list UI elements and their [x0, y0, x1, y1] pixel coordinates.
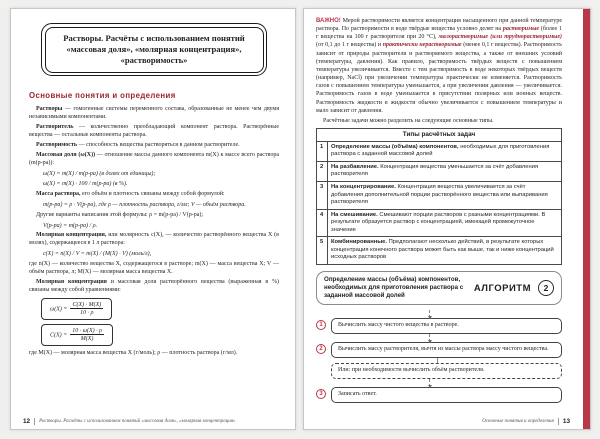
table-header-row	[317, 128, 562, 141]
fraction	[70, 302, 103, 316]
chapter-edge-tab	[583, 9, 590, 429]
row-text	[328, 182, 562, 210]
footer-divider	[34, 418, 35, 425]
row-lead: На смешивание.	[331, 211, 378, 218]
formula-box-molar-concentration	[41, 324, 113, 346]
algorithm-step	[316, 342, 562, 379]
definition-paragraph	[29, 350, 279, 358]
footer-running-title: Растворы. Расчёты с использованием понятий «массовая доля», «молярная концентрация»	[39, 419, 236, 424]
paragraph-text: его объём и плотность связаны между собой формулой:	[80, 191, 225, 197]
step-box: Вычислить массу чистого вещества в растворе.	[331, 318, 562, 334]
row-text	[328, 161, 562, 181]
paragraph-text: — способность вещества растворяться в данном растворителе.	[77, 141, 240, 148]
formula-solution-mass: m(р-ра) = ρ · V(р-ра), где ρ — плотность раствора, г/мл; V — объём раствора.	[43, 201, 246, 208]
footer-divider	[558, 418, 559, 425]
row-lead: Комбинированные.	[331, 239, 388, 246]
task-types-table	[316, 128, 562, 265]
row-lead: Определение массы (объёма) компонентов,	[331, 143, 459, 150]
important-note	[316, 17, 562, 115]
definition-paragraph	[29, 142, 279, 150]
page-number: 12	[23, 418, 31, 425]
term-label: Растворимость	[36, 141, 78, 148]
paragraph-text: Другие варианты написания этой формулы: ρ = m(р-ра) / V(р-ра);	[36, 211, 204, 218]
formula-molarity: c(X) = n(X) / V = m(X) / (M(X) · V) (моль/л),	[43, 251, 152, 258]
term-label: Молярная концентрация,	[36, 232, 107, 239]
term-label: Растворитель	[36, 123, 74, 130]
step-content	[331, 387, 562, 403]
table-row	[317, 209, 562, 237]
important-label: ВАЖНО!	[316, 18, 341, 24]
row-rest: Концентрация вещества уменьшается за счёт добавления растворителя	[331, 163, 539, 178]
row-number: 2	[317, 161, 328, 181]
paragraph-text: — гомогенные системы переменного состава, образованные не менее чем двумя независимыми компонентами.	[29, 106, 279, 120]
paragraph-text: где n(X) — количество вещества X, содержащегося в растворе; m(X) — масса вещества X; V — объём раствора, л; M(X) — молярная масса вещества X.	[29, 260, 279, 275]
definition-paragraph	[29, 212, 279, 220]
text-segment: Мерой растворимости является концентрация насыщенного при данной температуре раствора. По растворимости в воде твёрдые вещества условно делят на	[316, 18, 563, 33]
formula-mass-fraction-percent: ω(X) = m(X) · 100 / m(р-ра) (в %).	[43, 181, 128, 188]
paragraph-text: и массовая доля растворённого вещества (выраженная в %) связаны между собой уравнениями:	[29, 278, 279, 293]
text-segment: (более 1 г вещества на 100 г растворителя при 20 °C),	[316, 26, 563, 41]
row-rest: Смешивают порции растворов с разными концентрациями. В результате образуется раствор с концентрацией, имеющей промежуточное значение	[331, 211, 546, 233]
row-rest: Концентрация вещества увеличивается за счёт добавления дополнительной порции растворённого вещества или выпаривания растворителя	[331, 184, 548, 206]
paragraph-text: где M(X) — молярная масса вещества X (г/моль); ρ — плотность раствора (г/мл).	[29, 349, 238, 356]
row-number: 5	[317, 237, 328, 265]
formula-solution-volume: V(р-ра) = m(р-ра) / ρ.	[43, 222, 98, 229]
definition-paragraph	[29, 152, 279, 168]
row-text	[328, 209, 562, 237]
definition-paragraph	[29, 261, 279, 277]
definition-paragraph	[29, 106, 279, 122]
term-label: Молярная концентрация	[36, 278, 107, 285]
row-lead: На разбавление.	[331, 163, 379, 170]
step-number-badge: 1	[316, 320, 326, 330]
algorithm-step	[316, 387, 562, 403]
formula-box-mass-fraction	[41, 298, 112, 320]
table-row	[317, 237, 562, 265]
page-footer	[316, 418, 570, 425]
row-number: 1	[317, 141, 328, 161]
algorithm-steps	[316, 310, 562, 402]
table-row	[317, 182, 562, 210]
step-alternative-box: Или: при необходимости вычислить объём растворителя.	[331, 363, 562, 379]
algorithm-number-badge: 2	[538, 280, 554, 296]
paragraph-text: — количественно преобладающий компонент раствора. Растворённые вещества — остальные компоненты раствора.	[29, 123, 279, 138]
footer-running-title: Основные понятия и определения	[482, 419, 554, 424]
text-segment: (от 0,1 до 1 г вещества) и	[316, 42, 383, 49]
formula-lhs: ω(X) =	[50, 305, 68, 312]
section-heading: Основные понятия и определения	[29, 91, 176, 101]
paragraph-text: или молярность c(X), — количество растворённого вещества X (в молях), содержащееся в 1 л раствора:	[29, 232, 279, 247]
flow-arrow-down-icon	[429, 310, 430, 318]
paragraph-text: — отношение массы данного компонента m(X) к массе всего раствора (m(р-ра)):	[29, 151, 279, 166]
term-label: Масса раствора,	[36, 191, 81, 197]
page-number: 13	[562, 418, 570, 425]
fraction	[70, 328, 104, 342]
definition-paragraph	[29, 279, 279, 295]
table-title: Типы расчётных задач	[317, 128, 562, 141]
definition-paragraph	[29, 232, 279, 248]
chapter-title-box	[41, 23, 267, 76]
step-content	[331, 318, 562, 334]
row-text	[328, 141, 562, 161]
fraction-numerator: C(X) · M(X)	[72, 301, 102, 308]
fraction-denominator: M(X)	[80, 335, 94, 342]
step-box: Вычислить массу растворителя, вычтя из массы раствора массу чистого вещества.	[331, 342, 562, 358]
step-box: Записать ответ.	[331, 387, 562, 403]
right-page-content	[316, 17, 570, 425]
text-segment: (менее 0,1 г вещества). Растворимость зависит от природы растворителя и растворяемого вещества, а также от внешних условий (температуры, давления). Как правило, растворимость твёрдых веществ с повышением температуры увеличивается. Вместе с тем растворимость в воде некоторых твёрдых веществ (например, NaCl) при увеличении температуры практически не изменяется. Растворимость газов с повышением температуры уменьшается, а при увеличении давления — увеличивается. Растворимость газов в воде уменьшается в присутствии полярных или ионных веществ. Растворимость жидкости в жидкости обычно увеличивается с повышением температуры и мало зависит от давления.	[316, 42, 563, 114]
flow-arrow-down-icon	[429, 334, 430, 342]
fraction-denominator: 10 · ρ	[80, 309, 94, 316]
term-label: Растворы	[36, 106, 63, 113]
table-intro: Расчётные задачи можно разделить на следующие основные типы.	[323, 117, 494, 124]
formula-mass-fraction-units: ω(X) = m(X) / m(р-ра) (в долях от единицы);	[43, 170, 156, 177]
row-rest: необходимых для приготовления раствора с заданной массовой долей	[331, 143, 550, 158]
definition-paragraph	[29, 191, 279, 199]
page-footer	[23, 418, 283, 425]
definition-paragraph	[29, 124, 279, 140]
formula-lhs: C(X) =	[50, 331, 68, 338]
algorithm-header	[316, 271, 562, 306]
algorithm-title: Определение массы (объёма) компонентов, необходимых для приготовления раствора с заданной массовой долей	[324, 275, 464, 300]
row-lead: На концентрирование.	[331, 184, 396, 190]
step-content	[331, 342, 562, 379]
table-row	[317, 161, 562, 181]
term-emphasis: практически нерастворимые	[382, 42, 462, 49]
flow-arrow-down-icon	[429, 379, 430, 387]
row-text	[328, 237, 562, 265]
right-page	[303, 8, 591, 430]
row-number: 4	[317, 209, 328, 237]
fraction-numerator: 10 · ω(X) · ρ	[72, 327, 102, 334]
step-number-badge: 2	[316, 344, 326, 354]
algorithm-label: АЛГОРИТМ	[473, 282, 531, 294]
chapter-title: Растворы. Расчёты с использованием понятий «массовая доля», «молярная концентрация», «растворимость»	[45, 27, 264, 73]
row-number: 3	[317, 182, 328, 210]
step-number-badge: 3	[316, 389, 326, 399]
row-rest: Предполагают несколько действий, в результате которых концентрация конечного раствора может быть как выше, так и ниже концентраций исходных растворов	[331, 239, 554, 261]
left-page	[10, 8, 296, 430]
algorithm-step	[316, 318, 562, 334]
term-emphasis: малорастворимые (или труднорастворимые)	[438, 34, 562, 41]
table-row	[317, 141, 562, 161]
term-emphasis: растворимые	[502, 26, 540, 33]
term-label: Массовая доля (ω(X))	[36, 151, 96, 158]
